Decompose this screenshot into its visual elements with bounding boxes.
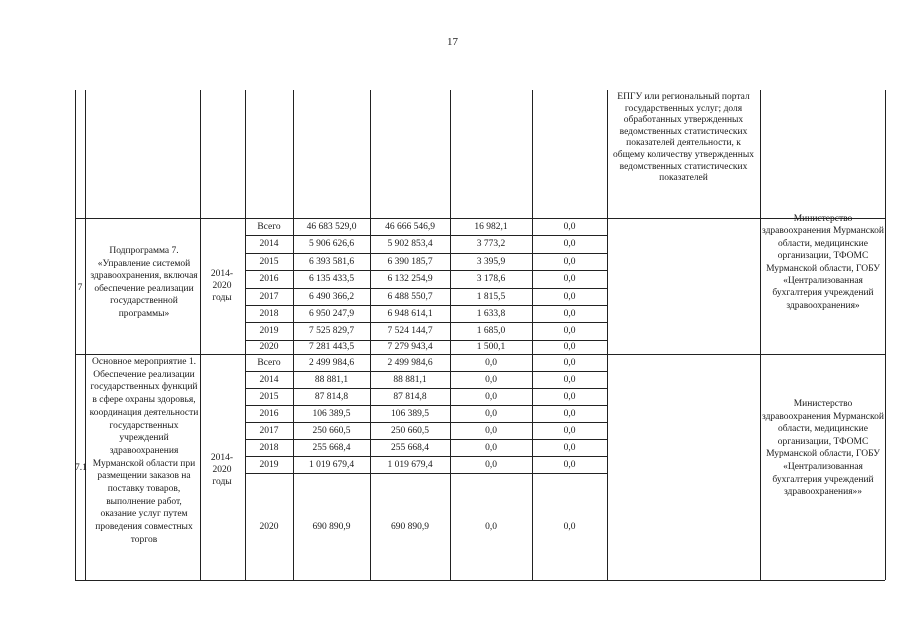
finance-row-rule xyxy=(245,456,607,457)
finance-regional: 88 881,1 xyxy=(393,374,427,385)
finance-regional: 6 132 254,9 xyxy=(387,274,433,284)
finance-federal: 0,0 xyxy=(485,408,497,419)
finance-year: 2015 xyxy=(259,391,279,402)
finance-total: 46 683 529,0 xyxy=(306,221,357,232)
finance-regional: 6 488 550,7 xyxy=(387,291,433,302)
finance-other: 0,0 xyxy=(563,308,576,319)
finance-federal: 0,0 xyxy=(485,391,497,402)
finance-year: 2020 xyxy=(259,521,279,532)
finance-row-rule xyxy=(245,305,607,306)
finance-federal: 1 815,5 xyxy=(476,291,506,302)
finance-regional: 690 890,9 xyxy=(391,521,429,532)
table-column-rule xyxy=(200,90,201,580)
finance-regional: 87 814,8 xyxy=(393,391,427,402)
finance-other: 0,0 xyxy=(563,274,576,284)
finance-total: 1 019 679,4 xyxy=(308,459,355,470)
finance-federal: 1 685,0 xyxy=(476,326,506,336)
finance-total: 690 890,9 xyxy=(312,521,351,532)
finance-federal: 0,0 xyxy=(485,459,497,470)
table-row-rule xyxy=(75,354,885,355)
finance-row-rule xyxy=(245,439,607,440)
finance-year: Всего xyxy=(257,357,281,368)
finance-row-rule xyxy=(245,422,607,423)
table-column-rule xyxy=(607,90,608,580)
finance-federal: 1 500,1 xyxy=(476,342,506,352)
page-number: 17 xyxy=(447,36,458,48)
finance-row-rule xyxy=(245,371,607,372)
row-number: 7 xyxy=(77,283,83,293)
finance-row-rule xyxy=(245,253,607,254)
finance-federal: 3 773,2 xyxy=(476,239,506,249)
finance-regional: 106 389,5 xyxy=(391,408,429,419)
finance-regional: 6 390 185,7 xyxy=(387,256,433,267)
finance-year: 2017 xyxy=(259,291,279,302)
finance-row-rule xyxy=(245,388,607,389)
finance-row-rule xyxy=(245,405,607,406)
finance-total: 250 660,5 xyxy=(312,425,351,436)
finance-row-rule xyxy=(245,270,607,271)
subprogram-name: Подпрограмма 7. «Управление системой здравоохранения, включая обеспечение реализации государственной программы» xyxy=(90,246,198,319)
finance-regional: 6 948 614,1 xyxy=(387,308,433,319)
finance-year: 2014 xyxy=(259,374,279,385)
finance-total: 6 393 581,6 xyxy=(308,256,355,267)
finance-year: Всего xyxy=(257,221,281,232)
finance-other: 0,0 xyxy=(563,326,576,336)
finance-total: 5 906 626,6 xyxy=(308,239,355,249)
finance-other: 0,0 xyxy=(563,357,576,368)
finance-other: 0,0 xyxy=(563,256,576,267)
finance-total: 7 525 829,7 xyxy=(308,326,355,336)
finance-federal: 3 178,6 xyxy=(476,274,506,284)
finance-other: 0,0 xyxy=(563,239,576,249)
finance-row-rule xyxy=(245,473,607,474)
finance-regional: 2 499 984,6 xyxy=(387,357,433,368)
finance-federal: 0,0 xyxy=(485,521,497,532)
finance-total: 6 135 433,5 xyxy=(308,274,355,284)
row-number: 7.1 xyxy=(75,463,87,473)
finance-total: 6 490 366,2 xyxy=(308,291,355,302)
finance-row-rule xyxy=(245,322,607,323)
finance-regional: 7 524 144,7 xyxy=(387,326,433,336)
finance-total: 2 499 984,6 xyxy=(308,357,355,368)
finance-other: 0,0 xyxy=(563,391,576,402)
finance-year: 2018 xyxy=(259,442,279,453)
table-column-rule xyxy=(75,90,76,580)
finance-federal: 0,0 xyxy=(485,357,497,368)
finance-other: 0,0 xyxy=(563,374,576,385)
finance-other: 0,0 xyxy=(563,342,576,352)
finance-regional: 250 660,5 xyxy=(391,425,429,436)
finance-regional: 1 019 679,4 xyxy=(387,459,433,470)
finance-federal: 16 982,1 xyxy=(474,221,508,232)
executors: Министерство здравоохранения Мурманской области, медицинские организации, ТФОМС Мурманской области, ГОБУ «Централизованная бухгалтерия учреждений здравоохранения»» xyxy=(762,399,884,498)
finance-regional: 255 668,4 xyxy=(391,442,429,453)
table-column-rule xyxy=(85,90,86,580)
finance-year: 2014 xyxy=(259,239,279,249)
finance-other: 0,0 xyxy=(563,459,576,470)
executors: Министерство здравоохранения Мурманской области, медицинские организации, ТФОМС Мурманской области, ГОБУ «Централизованная бухгалтерия учреждений здравоохранения» xyxy=(762,214,884,311)
finance-other: 0,0 xyxy=(563,521,576,532)
finance-year: 2020 xyxy=(259,342,279,352)
finance-federal: 1 633,8 xyxy=(476,308,506,319)
finance-total: 6 950 247,9 xyxy=(308,308,355,319)
period: 2014-2020 годы xyxy=(210,269,234,303)
finance-total: 7 281 443,5 xyxy=(308,342,355,352)
period: 2014-2020 годы xyxy=(210,453,234,487)
finance-year: 2016 xyxy=(259,408,279,419)
finance-total: 106 389,5 xyxy=(312,408,351,419)
finance-other: 0,0 xyxy=(563,408,576,419)
finance-federal: 0,0 xyxy=(485,442,497,453)
finance-regional: 7 279 943,4 xyxy=(387,342,433,352)
table-column-rule xyxy=(885,90,886,580)
table-row-rule xyxy=(75,580,885,581)
finance-regional: 5 902 853,4 xyxy=(387,239,433,249)
finance-other: 0,0 xyxy=(563,221,576,232)
finance-year: 2016 xyxy=(259,274,279,284)
finance-total: 88 881,1 xyxy=(314,374,349,385)
indicator-note: ЕПГУ или региональный портал государственных услуг; доля обработанных утвержденных ведомственных статистических показателей деятельности, к общему количеству утвержденных ведомственных статистических показателей xyxy=(613,92,754,184)
finance-year: 2019 xyxy=(259,459,279,470)
finance-federal: 0,0 xyxy=(485,425,497,436)
finance-other: 0,0 xyxy=(563,425,576,436)
finance-federal: 0,0 xyxy=(485,374,497,385)
finance-regional: 46 666 546,9 xyxy=(385,221,435,232)
finance-row-rule xyxy=(245,235,607,236)
finance-year: 2018 xyxy=(259,308,279,319)
finance-row-rule xyxy=(245,288,607,289)
finance-total: 255 668,4 xyxy=(312,442,351,453)
measure-name: Основное мероприятие 1. Обеспечение реализации государственных функций в сфере охраны здоровья, координация деятельности государственных учреждений здравоохранения Мурманской области при размещении заказов на поставку товаров, выполнение работ, оказание услуг путем проведения совместных торгов xyxy=(89,357,199,545)
finance-year: 2015 xyxy=(259,256,279,267)
finance-year: 2017 xyxy=(259,425,279,436)
finance-total: 87 814,8 xyxy=(314,391,349,402)
table-column-rule xyxy=(760,90,761,580)
finance-federal: 3 395,9 xyxy=(476,256,506,267)
finance-other: 0,0 xyxy=(563,291,576,302)
finance-year: 2019 xyxy=(259,326,279,336)
finance-other: 0,0 xyxy=(563,442,576,453)
